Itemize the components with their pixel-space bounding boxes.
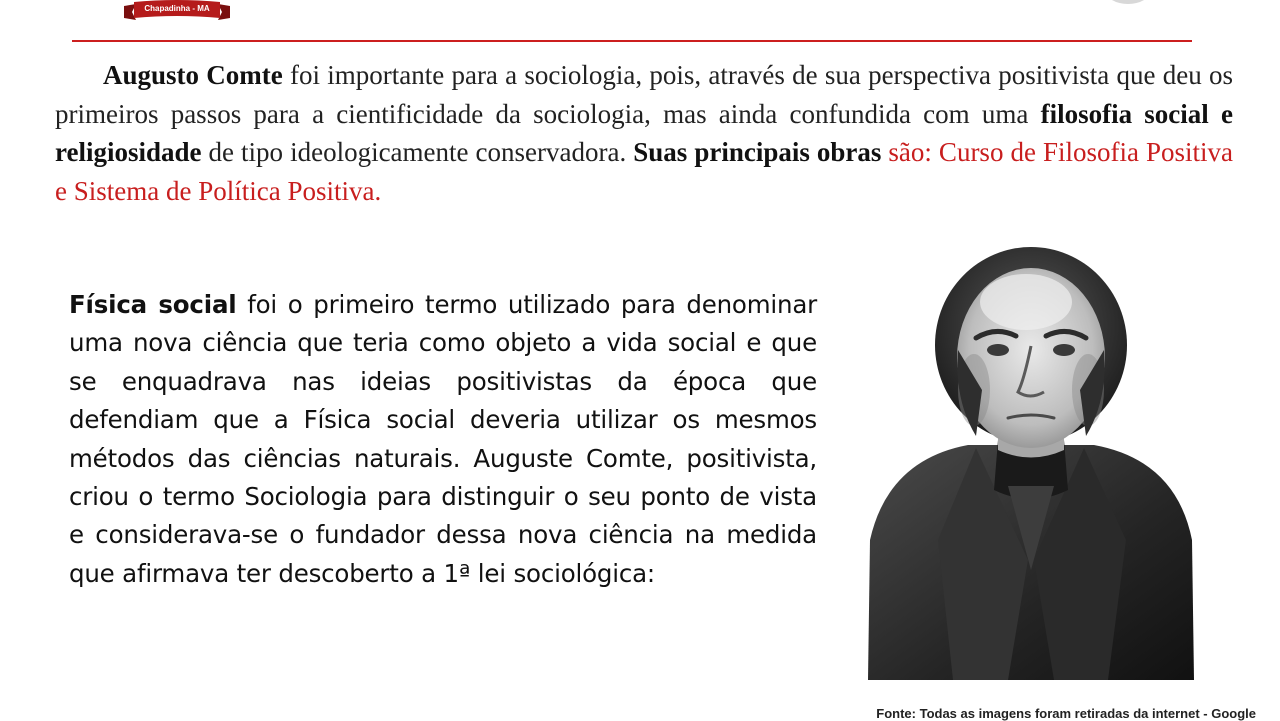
intro-paragraph — [55, 56, 1233, 210]
intro-text-2: de tipo ideologicamente conservadora. — [201, 137, 634, 167]
intro-text-1: foi importante para a sociologia, pois, através de sua perspectiva positivista que deu os primeiros passos para a cientificidade da sociologia, mas ainda confundida com uma — [55, 60, 1233, 129]
works-text: são: Curso de Filosofia Positiva e Sistema de Política Positiva. — [55, 137, 1234, 206]
fisica-term: Física social — [69, 290, 237, 319]
bold-phrase: filosofia social e religiosidade — [55, 98, 1233, 167]
logo-text: Chapadinha - MA — [144, 4, 210, 13]
corner-logo-fragment — [1106, 0, 1150, 4]
image-source-caption: Fonte: Todas as imagens foram retiradas da internet - Google — [876, 706, 1256, 721]
fisica-social-paragraph — [69, 286, 817, 593]
header-divider — [72, 40, 1192, 42]
works-label: Suas principais obras — [633, 137, 882, 167]
comte-name: Augusto Comte — [103, 60, 283, 90]
portrait-illustration — [858, 240, 1200, 680]
fisica-text: foi o primeiro termo utilizado para denominar uma nova ciência que teria como objeto a vida social e que se enquadrava nas ideias positivistas da época que defendiam que a Física social deveria utilizar os mesmos métodos das ciências naturais. Auguste Comte, positivista, criou o termo Sociologia para distinguir o seu ponto de vista e considerava-se o fundador dessa nova ciência na medida que afirmava ter descoberto a 1ª lei sociológica: — [69, 290, 818, 588]
logo-banner — [122, 0, 232, 26]
comte-portrait-image — [858, 240, 1200, 680]
